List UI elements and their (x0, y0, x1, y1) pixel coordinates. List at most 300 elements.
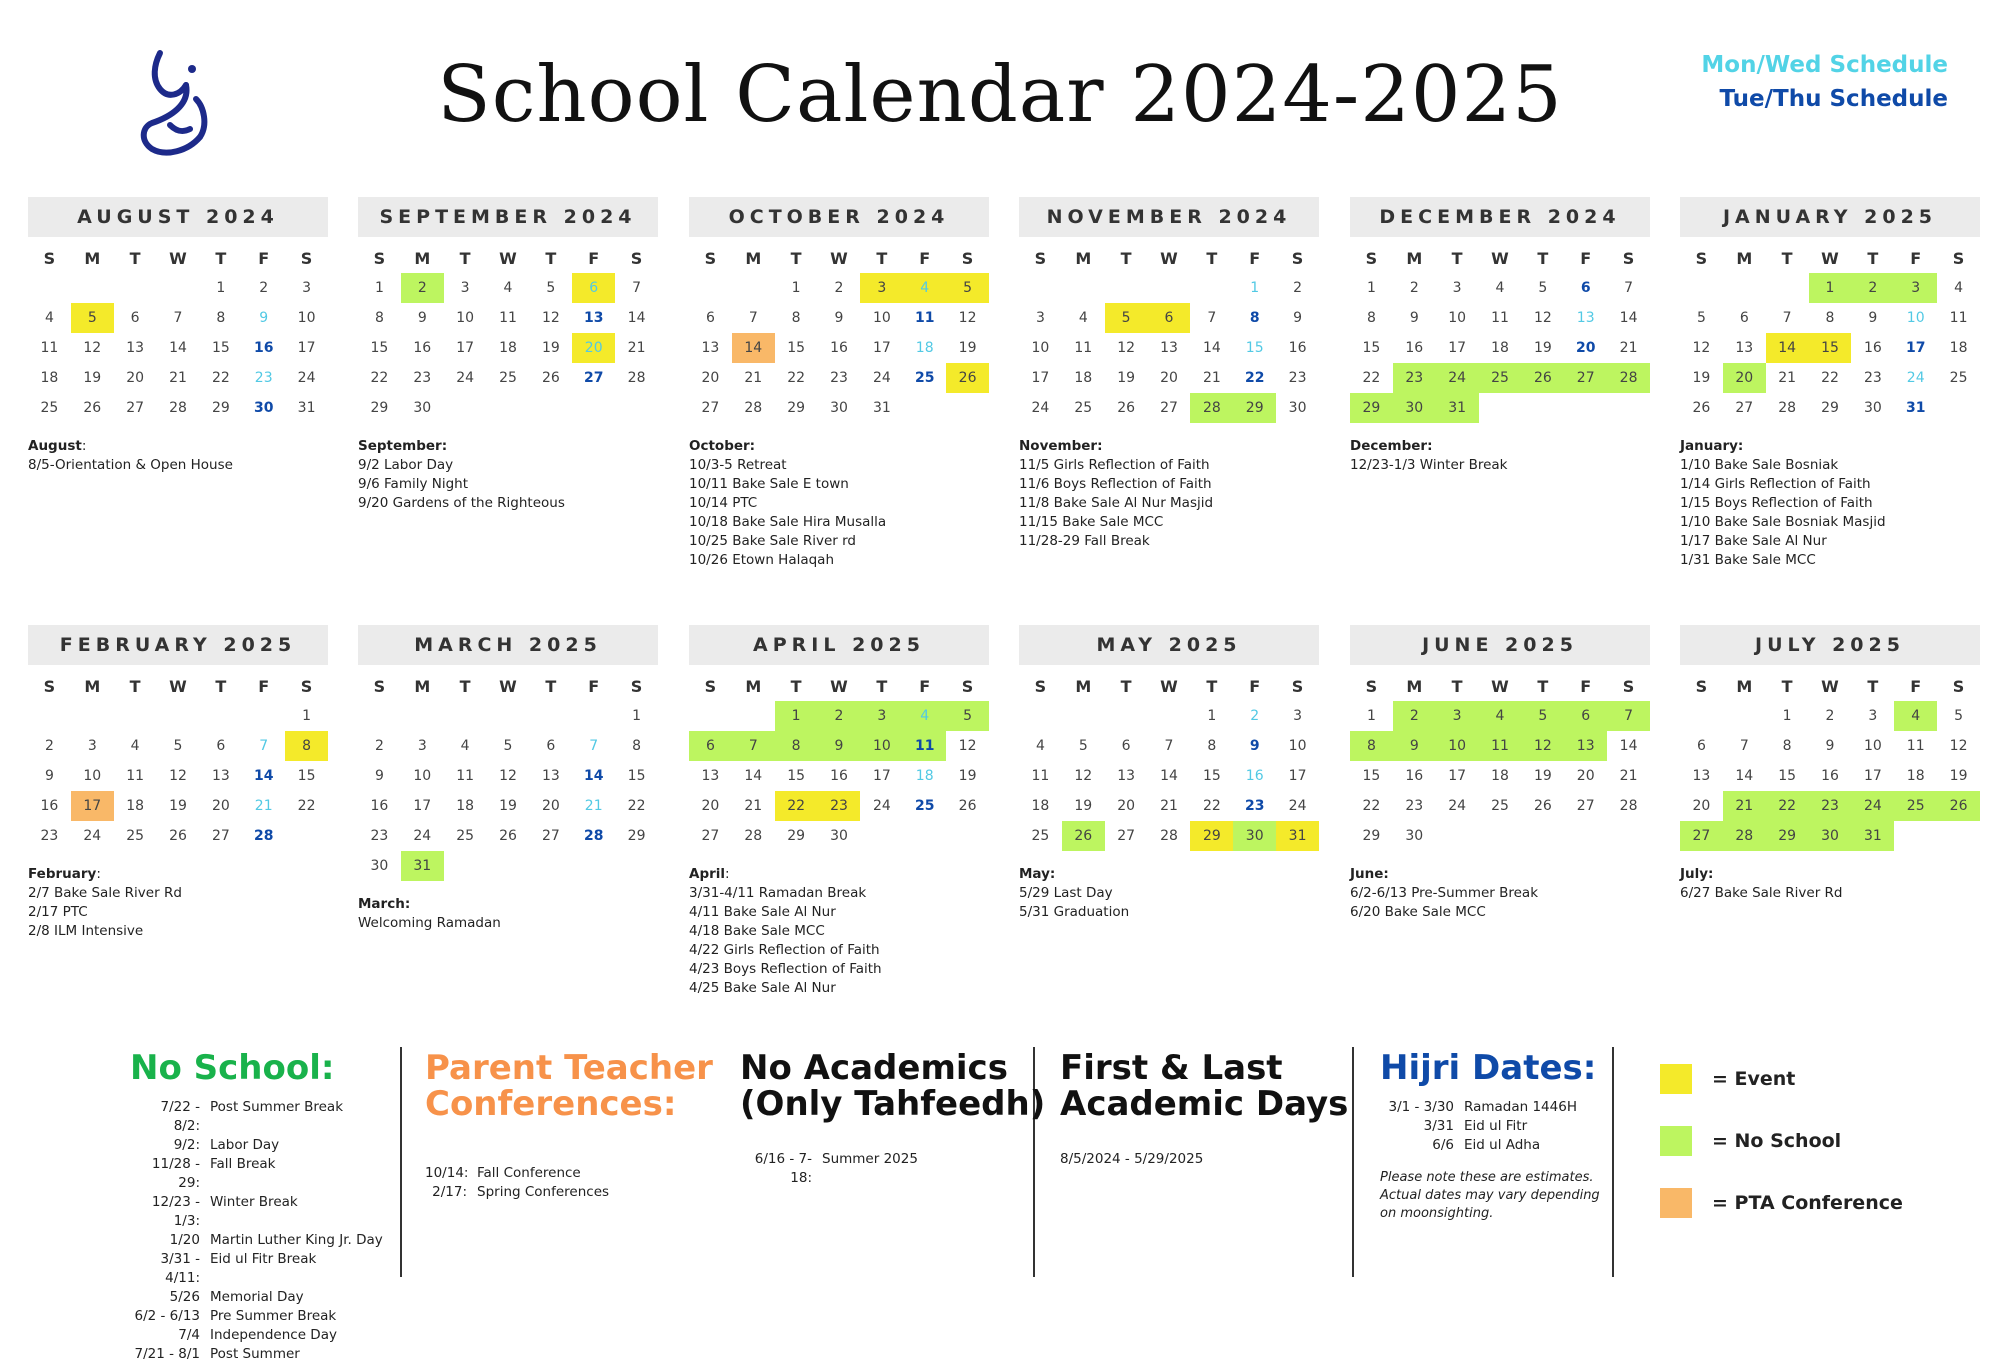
day-cell[interactable]: 12 (83, 340, 102, 356)
day-cell[interactable]: 5 (503, 738, 513, 754)
day-cell[interactable]: 26 (1521, 363, 1564, 393)
day-cell[interactable]: 1 (632, 708, 642, 724)
day-cell[interactable]: 14 (1735, 768, 1754, 784)
day-cell[interactable]: 25 (1479, 363, 1522, 393)
day-cell[interactable]: 28 (744, 828, 763, 844)
day-cell[interactable]: 14 (1202, 340, 1221, 356)
day-cell[interactable]: 5 (71, 303, 114, 333)
day-cell[interactable]: 16 (1405, 340, 1424, 356)
day-cell[interactable]: 15 (297, 768, 316, 784)
day-cell[interactable]: 12 (169, 768, 187, 784)
day-cell[interactable]: 2 (1393, 701, 1436, 731)
day-cell[interactable]: 2 (1851, 273, 1894, 303)
day-cell[interactable]: 15 (1778, 768, 1797, 784)
day-cell[interactable]: 27 (211, 828, 230, 844)
day-cell[interactable]: 17 (1288, 768, 1307, 784)
day-cell[interactable]: 23 (370, 828, 389, 844)
day-cell[interactable]: 31 (872, 400, 891, 416)
day-cell[interactable]: 13 (1576, 310, 1595, 326)
day-cell[interactable]: 13 (1117, 768, 1136, 784)
day-cell[interactable]: 25 (1074, 400, 1093, 416)
day-cell[interactable]: 20 (1576, 768, 1595, 784)
day-cell[interactable]: 26 (83, 400, 102, 416)
day-cell[interactable]: 7 (1164, 738, 1174, 754)
day-cell[interactable]: 19 (83, 370, 102, 386)
day-cell[interactable]: 28 (1778, 400, 1797, 416)
day-cell[interactable]: 8 (1782, 738, 1792, 754)
day-cell[interactable]: 11 (903, 731, 946, 761)
day-cell[interactable]: 17 (297, 340, 316, 356)
day-cell[interactable]: 30 (253, 400, 274, 416)
day-cell[interactable]: 15 (1362, 768, 1381, 784)
day-cell[interactable]: 11 (1074, 340, 1093, 356)
day-cell[interactable]: 16 (253, 340, 274, 356)
day-cell[interactable]: 12 (499, 768, 517, 784)
day-cell[interactable]: 5 (946, 701, 989, 731)
day-cell[interactable]: 11 (1906, 738, 1925, 754)
day-cell[interactable]: 4 (460, 738, 470, 754)
day-cell[interactable]: 3 (860, 701, 903, 731)
day-cell[interactable]: 21 (744, 370, 763, 386)
day-cell[interactable]: 22 (1202, 798, 1221, 814)
day-cell[interactable]: 17 (456, 340, 475, 356)
day-cell[interactable]: 24 (1288, 798, 1307, 814)
day-cell[interactable]: 8 (1207, 738, 1217, 754)
day-cell[interactable]: 7 (173, 310, 183, 326)
day-cell[interactable]: 4 (1954, 280, 1964, 296)
day-cell[interactable]: 11 (126, 768, 145, 784)
day-cell[interactable]: 7 (1624, 280, 1634, 296)
day-cell[interactable]: 30 (370, 858, 389, 874)
day-cell[interactable]: 7 (748, 310, 758, 326)
day-cell[interactable]: 26 (1937, 791, 1980, 821)
day-cell[interactable]: 28 (583, 828, 604, 844)
day-cell[interactable]: 28 (744, 400, 763, 416)
day-cell[interactable]: 13 (211, 768, 230, 784)
day-cell[interactable]: 12 (1117, 340, 1136, 356)
day-cell[interactable]: 15 (1362, 340, 1381, 356)
day-cell[interactable]: 30 (830, 400, 848, 416)
day-cell[interactable]: 28 (169, 400, 187, 416)
day-cell[interactable]: 18 (1031, 798, 1050, 814)
day-cell[interactable]: 10 (1448, 310, 1467, 326)
day-cell[interactable]: 22 (1362, 370, 1381, 386)
day-cell[interactable]: 5 (546, 280, 556, 296)
day-cell[interactable]: 20 (126, 370, 145, 386)
day-cell[interactable]: 16 (1821, 768, 1839, 784)
day-cell[interactable]: 21 (254, 798, 273, 814)
day-cell[interactable]: 2 (259, 280, 269, 296)
day-cell[interactable]: 10 (456, 310, 475, 326)
day-cell[interactable]: 15 (787, 340, 806, 356)
day-cell[interactable]: 27 (701, 400, 720, 416)
day-cell[interactable]: 14 (1160, 768, 1178, 784)
day-cell[interactable]: 10 (297, 310, 316, 326)
day-cell[interactable]: 14 (253, 768, 274, 784)
day-cell[interactable]: 10 (413, 768, 432, 784)
day-cell[interactable]: 9 (818, 731, 861, 761)
day-cell[interactable]: 11 (1491, 310, 1509, 326)
day-cell[interactable]: 9 (1293, 310, 1303, 326)
day-cell[interactable]: 23 (1393, 363, 1436, 393)
day-cell[interactable]: 2 (818, 701, 861, 731)
day-cell[interactable]: 18 (1491, 340, 1509, 356)
day-cell[interactable]: 19 (499, 798, 517, 814)
day-cell[interactable]: 17 (1031, 370, 1050, 386)
day-cell[interactable]: 20 (572, 333, 615, 363)
day-cell[interactable]: 4 (1035, 738, 1045, 754)
day-cell[interactable]: 5 (173, 738, 183, 754)
day-cell[interactable]: 11 (456, 768, 475, 784)
day-cell[interactable]: 2 (44, 738, 54, 754)
day-cell[interactable]: 29 (1233, 393, 1276, 423)
day-cell[interactable]: 20 (541, 798, 560, 814)
day-cell[interactable]: 6 (130, 310, 140, 326)
day-cell[interactable]: 10 (860, 731, 903, 761)
day-cell[interactable]: 18 (456, 798, 475, 814)
day-cell[interactable]: 27 (1117, 828, 1136, 844)
day-cell[interactable]: 24 (413, 828, 432, 844)
day-cell[interactable]: 7 (259, 738, 269, 754)
day-cell[interactable]: 14 (627, 310, 646, 326)
day-cell[interactable]: 12 (1949, 738, 1968, 754)
day-cell[interactable]: 11 (1479, 731, 1522, 761)
day-cell[interactable]: 2 (374, 738, 384, 754)
day-cell[interactable]: 20 (1117, 798, 1136, 814)
day-cell[interactable]: 1 (1782, 708, 1792, 724)
day-cell[interactable]: 4 (903, 273, 946, 303)
day-cell[interactable]: 3 (1035, 310, 1045, 326)
day-cell[interactable]: 6 (1121, 738, 1131, 754)
day-cell[interactable]: 30 (1233, 821, 1276, 851)
day-cell[interactable]: 29 (1362, 828, 1381, 844)
day-cell[interactable]: 7 (1739, 738, 1749, 754)
day-cell[interactable]: 18 (915, 340, 934, 356)
day-cell[interactable]: 14 (1619, 310, 1638, 326)
day-cell[interactable]: 15 (370, 340, 389, 356)
day-cell[interactable]: 16 (1863, 340, 1882, 356)
day-cell[interactable]: 5 (946, 273, 989, 303)
day-cell[interactable]: 31 (1276, 821, 1319, 851)
day-cell[interactable]: 15 (1245, 340, 1264, 356)
day-cell[interactable]: 3 (1894, 273, 1937, 303)
day-cell[interactable]: 9 (259, 310, 269, 326)
day-cell[interactable]: 8 (216, 310, 226, 326)
day-cell[interactable]: 19 (1533, 340, 1552, 356)
day-cell[interactable]: 26 (1533, 798, 1552, 814)
day-cell[interactable]: 19 (958, 340, 977, 356)
day-cell[interactable]: 31 (1851, 821, 1894, 851)
day-cell[interactable]: 30 (1288, 400, 1307, 416)
day-cell[interactable]: 19 (1692, 370, 1711, 386)
day-cell[interactable]: 31 (401, 851, 444, 881)
day-cell[interactable]: 22 (627, 798, 646, 814)
day-cell[interactable]: 3 (87, 738, 97, 754)
day-cell[interactable]: 24 (1031, 400, 1050, 416)
day-cell[interactable]: 3 (460, 280, 470, 296)
day-cell[interactable]: 28 (627, 370, 646, 386)
day-cell[interactable]: 9 (374, 768, 384, 784)
day-cell[interactable]: 4 (1479, 701, 1522, 731)
day-cell[interactable]: 8 (285, 731, 328, 761)
day-cell[interactable]: 3 (1293, 708, 1303, 724)
day-cell[interactable]: 2 (1409, 280, 1419, 296)
day-cell[interactable]: 28 (1190, 393, 1233, 423)
day-cell[interactable]: 21 (1202, 370, 1221, 386)
day-cell[interactable]: 7 (1607, 701, 1650, 731)
day-cell[interactable]: 21 (584, 798, 603, 814)
day-cell[interactable]: 10 (1906, 310, 1925, 326)
day-cell[interactable]: 18 (1906, 768, 1925, 784)
day-cell[interactable]: 19 (541, 340, 560, 356)
day-cell[interactable]: 25 (1949, 370, 1968, 386)
day-cell[interactable]: 29 (1350, 393, 1393, 423)
day-cell[interactable]: 27 (1160, 400, 1178, 416)
day-cell[interactable]: 12 (1692, 340, 1711, 356)
day-cell[interactable]: 23 (1244, 798, 1265, 814)
day-cell[interactable]: 3 (1452, 280, 1462, 296)
day-cell[interactable]: 25 (456, 828, 475, 844)
day-cell[interactable]: 21 (1723, 791, 1766, 821)
day-cell[interactable]: 25 (914, 798, 935, 814)
day-cell[interactable]: 16 (1245, 768, 1264, 784)
day-cell[interactable]: 6 (1696, 738, 1706, 754)
day-cell[interactable]: 10 (83, 768, 102, 784)
day-cell[interactable]: 20 (211, 798, 230, 814)
day-cell[interactable]: 18 (126, 798, 145, 814)
day-cell[interactable]: 29 (370, 400, 389, 416)
day-cell[interactable]: 30 (1393, 393, 1436, 423)
day-cell[interactable]: 28 (1723, 821, 1766, 851)
day-cell[interactable]: 15 (787, 768, 806, 784)
day-cell[interactable]: 18 (1491, 768, 1509, 784)
day-cell[interactable]: 5 (1696, 310, 1706, 326)
day-cell[interactable]: 27 (126, 400, 145, 416)
day-cell[interactable]: 9 (1393, 731, 1436, 761)
day-cell[interactable]: 20 (701, 798, 720, 814)
day-cell[interactable]: 9 (417, 310, 427, 326)
day-cell[interactable]: 17 (413, 798, 432, 814)
day-cell[interactable]: 14 (1766, 333, 1809, 363)
day-cell[interactable]: 3 (860, 273, 903, 303)
day-cell[interactable]: 26 (958, 798, 977, 814)
day-cell[interactable]: 24 (1906, 370, 1925, 386)
day-cell[interactable]: 27 (1564, 363, 1607, 393)
day-cell[interactable]: 29 (627, 828, 646, 844)
day-cell[interactable]: 12 (541, 310, 560, 326)
day-cell[interactable]: 20 (701, 370, 720, 386)
day-cell[interactable]: 1 (1366, 708, 1376, 724)
day-cell[interactable]: 24 (456, 370, 475, 386)
day-cell[interactable]: 16 (1405, 768, 1424, 784)
day-cell[interactable]: 26 (946, 363, 989, 393)
day-cell[interactable]: 7 (1782, 310, 1792, 326)
day-cell[interactable]: 7 (1207, 310, 1217, 326)
day-cell[interactable]: 17 (1905, 340, 1926, 356)
day-cell[interactable]: 13 (1564, 731, 1607, 761)
day-cell[interactable]: 22 (211, 370, 230, 386)
day-cell[interactable]: 10 (1863, 738, 1882, 754)
day-cell[interactable]: 18 (499, 340, 517, 356)
day-cell[interactable]: 6 (1580, 280, 1591, 296)
day-cell[interactable]: 28 (1160, 828, 1178, 844)
day-cell[interactable]: 17 (872, 768, 891, 784)
day-cell[interactable]: 23 (413, 370, 432, 386)
day-cell[interactable]: 29 (1190, 821, 1233, 851)
day-cell[interactable]: 29 (1766, 821, 1809, 851)
day-cell[interactable]: 24 (83, 828, 102, 844)
day-cell[interactable]: 26 (1062, 821, 1105, 851)
day-cell[interactable]: 16 (40, 798, 59, 814)
day-cell[interactable]: 28 (253, 828, 274, 844)
day-cell[interactable]: 15 (1809, 333, 1852, 363)
day-cell[interactable]: 23 (1405, 798, 1424, 814)
day-cell[interactable]: 29 (211, 400, 230, 416)
day-cell[interactable]: 9 (1409, 310, 1419, 326)
day-cell[interactable]: 21 (1619, 340, 1638, 356)
day-cell[interactable]: 26 (541, 370, 560, 386)
day-cell[interactable]: 10 (872, 310, 891, 326)
day-cell[interactable]: 16 (413, 340, 432, 356)
day-cell[interactable]: 1 (374, 280, 384, 296)
day-cell[interactable]: 23 (1863, 370, 1882, 386)
day-cell[interactable]: 2 (834, 280, 844, 296)
day-cell[interactable]: 7 (632, 280, 642, 296)
day-cell[interactable]: 8 (1350, 731, 1393, 761)
day-cell[interactable]: 15 (627, 768, 646, 784)
day-cell[interactable]: 18 (40, 370, 59, 386)
day-cell[interactable]: 26 (1692, 400, 1711, 416)
day-cell[interactable]: 2 (401, 273, 444, 303)
day-cell[interactable]: 5 (1105, 303, 1148, 333)
day-cell[interactable]: 13 (583, 310, 604, 326)
day-cell[interactable]: 19 (1949, 768, 1968, 784)
day-cell[interactable]: 1 (775, 701, 818, 731)
day-cell[interactable]: 11 (1031, 768, 1050, 784)
day-cell[interactable]: 22 (1244, 370, 1265, 386)
day-cell[interactable]: 4 (1495, 280, 1505, 296)
day-cell[interactable]: 29 (787, 828, 806, 844)
day-cell[interactable]: 25 (1031, 828, 1050, 844)
day-cell[interactable]: 6 (1739, 310, 1749, 326)
day-cell[interactable]: 27 (541, 828, 560, 844)
day-cell[interactable]: 19 (958, 768, 977, 784)
day-cell[interactable]: 21 (1160, 798, 1178, 814)
day-cell[interactable]: 16 (370, 798, 389, 814)
day-cell[interactable]: 26 (169, 828, 187, 844)
day-cell[interactable]: 20 (1575, 340, 1596, 356)
day-cell[interactable]: 10 (1436, 731, 1479, 761)
day-cell[interactable]: 13 (701, 340, 720, 356)
day-cell[interactable]: 12 (1521, 731, 1564, 761)
day-cell[interactable]: 7 (732, 731, 775, 761)
day-cell[interactable]: 8 (632, 738, 642, 754)
day-cell[interactable]: 6 (546, 738, 556, 754)
day-cell[interactable]: 14 (744, 768, 763, 784)
day-cell[interactable]: 20 (1160, 370, 1178, 386)
day-cell[interactable]: 11 (914, 310, 935, 326)
day-cell[interactable]: 30 (1809, 821, 1852, 851)
day-cell[interactable]: 26 (1117, 400, 1136, 416)
day-cell[interactable]: 22 (1821, 370, 1839, 386)
day-cell[interactable]: 3 (1436, 701, 1479, 731)
day-cell[interactable]: 16 (1288, 340, 1307, 356)
day-cell[interactable]: 25 (40, 400, 59, 416)
day-cell[interactable]: 23 (830, 370, 848, 386)
day-cell[interactable]: 13 (1692, 768, 1711, 784)
day-cell[interactable]: 4 (1078, 310, 1088, 326)
day-cell[interactable]: 12 (1533, 310, 1552, 326)
day-cell[interactable]: 24 (872, 370, 891, 386)
day-cell[interactable]: 13 (1160, 340, 1178, 356)
day-cell[interactable]: 6 (216, 738, 226, 754)
day-cell[interactable]: 1 (1250, 280, 1260, 296)
day-cell[interactable]: 14 (583, 768, 604, 784)
day-cell[interactable]: 5 (1078, 738, 1088, 754)
day-cell[interactable]: 3 (1868, 708, 1878, 724)
day-cell[interactable]: 4 (903, 701, 946, 731)
day-cell[interactable]: 6 (705, 310, 715, 326)
day-cell[interactable]: 27 (701, 828, 720, 844)
day-cell[interactable]: 13 (701, 768, 720, 784)
day-cell[interactable]: 31 (297, 400, 316, 416)
day-cell[interactable]: 7 (589, 738, 599, 754)
day-cell[interactable]: 18 (1074, 370, 1093, 386)
day-cell[interactable]: 17 (872, 340, 891, 356)
day-cell[interactable]: 13 (126, 340, 145, 356)
day-cell[interactable]: 17 (71, 791, 114, 821)
day-cell[interactable]: 4 (44, 310, 54, 326)
day-cell[interactable]: 24 (1436, 363, 1479, 393)
day-cell[interactable]: 3 (302, 280, 312, 296)
day-cell[interactable]: 21 (1778, 370, 1797, 386)
day-cell[interactable]: 1 (302, 708, 312, 724)
day-cell[interactable]: 29 (787, 400, 806, 416)
day-cell[interactable]: 30 (1405, 828, 1424, 844)
day-cell[interactable]: 27 (1735, 400, 1754, 416)
day-cell[interactable]: 22 (1362, 798, 1381, 814)
day-cell[interactable]: 22 (775, 791, 818, 821)
day-cell[interactable]: 18 (915, 768, 934, 784)
day-cell[interactable]: 16 (830, 768, 848, 784)
day-cell[interactable]: 8 (1249, 310, 1260, 326)
day-cell[interactable]: 17 (1863, 768, 1882, 784)
day-cell[interactable]: 19 (1533, 768, 1552, 784)
day-cell[interactable]: 23 (40, 828, 59, 844)
day-cell[interactable]: 18 (1949, 340, 1968, 356)
day-cell[interactable]: 20 (1692, 798, 1711, 814)
day-cell[interactable]: 16 (830, 340, 848, 356)
day-cell[interactable]: 20 (1723, 363, 1766, 393)
day-cell[interactable]: 27 (1576, 798, 1595, 814)
day-cell[interactable]: 4 (1894, 701, 1937, 731)
day-cell[interactable]: 31 (1905, 400, 1926, 416)
day-cell[interactable]: 9 (1249, 738, 1260, 754)
day-cell[interactable]: 15 (211, 340, 230, 356)
day-cell[interactable]: 24 (1851, 791, 1894, 821)
day-cell[interactable]: 22 (1766, 791, 1809, 821)
day-cell[interactable]: 14 (732, 333, 775, 363)
day-cell[interactable]: 25 (914, 370, 935, 386)
day-cell[interactable]: 14 (169, 340, 187, 356)
day-cell[interactable]: 24 (297, 370, 316, 386)
day-cell[interactable]: 23 (1288, 370, 1307, 386)
day-cell[interactable]: 10 (1031, 340, 1050, 356)
day-cell[interactable]: 22 (370, 370, 389, 386)
day-cell[interactable]: 12 (958, 310, 977, 326)
day-cell[interactable]: 19 (1074, 798, 1093, 814)
day-cell[interactable]: 6 (1148, 303, 1191, 333)
